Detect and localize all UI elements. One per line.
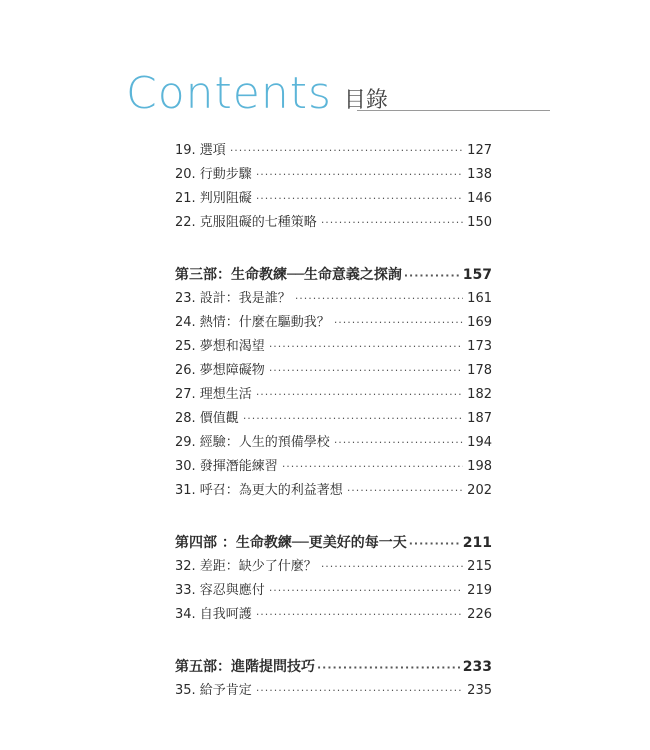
leader-dots	[269, 335, 463, 359]
toc-entry-page: 146	[467, 191, 492, 206]
toc-entry-title: 28. 價值觀	[175, 411, 239, 426]
toc-entry-page: 138	[467, 167, 492, 182]
toc-entry-title: 33. 容忍與應付	[175, 583, 265, 598]
leader-dots	[295, 287, 463, 311]
leader-dots	[347, 479, 463, 503]
toc-entry-title: 26. 夢想障礙物	[175, 363, 265, 378]
toc-entry-title: 22. 克服阻礙的七種策略	[175, 215, 317, 230]
toc-entry-title: 30. 發揮潛能練習	[175, 459, 278, 474]
leader-dots	[409, 532, 461, 556]
toc-entry-page: 178	[467, 363, 492, 378]
toc-entry	[175, 335, 492, 359]
leader-dots	[256, 383, 463, 407]
toc-part-page: 157	[462, 267, 492, 283]
toc-part-page: 211	[462, 535, 492, 551]
toc-entry	[175, 679, 492, 703]
toc-part-title: 第三部：生命教練──生命意義之探詢	[175, 267, 402, 283]
toc-entry-title: 29. 經驗：人生的預備學校	[175, 435, 330, 450]
leader-dots	[269, 359, 463, 383]
toc-group	[175, 655, 492, 703]
leader-dots	[256, 187, 463, 211]
leader-dots	[243, 407, 463, 431]
contents-title: Contents	[126, 68, 332, 119]
toc-entry	[175, 479, 492, 503]
leader-dots	[256, 163, 463, 187]
toc-entry-title: 31. 呼召：為更大的利益著想	[175, 483, 343, 498]
toc-group	[175, 263, 492, 503]
toc-entry-title: 35. 給予肯定	[175, 683, 252, 698]
toc-entry-page: 182	[467, 387, 492, 402]
toc-entry	[175, 139, 492, 163]
toc-entry-page: 161	[467, 291, 492, 306]
leader-dots	[334, 431, 463, 455]
toc-entry-title: 34. 自我呵護	[175, 607, 252, 622]
toc-entry-page: 169	[467, 315, 492, 330]
toc-part-heading	[175, 531, 492, 555]
toc-entry	[175, 187, 492, 211]
toc-entry	[175, 455, 492, 479]
toc-entry-title: 27. 理想生活	[175, 387, 252, 402]
toc-entry	[175, 211, 492, 235]
toc-group	[175, 531, 492, 627]
toc-entry-page: 235	[467, 683, 492, 698]
leader-dots	[269, 579, 463, 603]
leader-dots	[321, 555, 463, 579]
toc-entry	[175, 579, 492, 603]
toc-entry-title: 25. 夢想和渴望	[175, 339, 265, 354]
toc-entry-title: 23. 設計：我是誰？	[175, 291, 291, 306]
toc-entry-page: 127	[467, 143, 492, 158]
leader-dots	[317, 656, 461, 680]
toc-entry	[175, 359, 492, 383]
toc-entry	[175, 383, 492, 407]
toc-entry-page: 226	[467, 607, 492, 622]
toc-entry	[175, 431, 492, 455]
leader-dots	[256, 679, 463, 703]
toc-entry	[175, 603, 492, 627]
toc-group	[175, 139, 492, 235]
toc-entry	[175, 311, 492, 335]
toc-entry-title: 24. 熱情：什麼在驅動我？	[175, 315, 330, 330]
leader-dots	[282, 455, 463, 479]
header	[126, 68, 388, 119]
leader-dots	[256, 603, 463, 627]
header-divider	[357, 110, 550, 111]
toc-part-title: 第四部 ：生命教練──更美好的每一天	[175, 535, 407, 551]
toc-entry-page: 219	[467, 583, 492, 598]
toc-part-page: 233	[462, 659, 492, 675]
toc-entry	[175, 555, 492, 579]
contents-subtitle: 目錄	[343, 88, 388, 113]
toc-entry	[175, 407, 492, 431]
toc-entry-title: 20. 行動步驟	[175, 167, 252, 182]
toc-entry-title: 19. 選項	[175, 143, 226, 158]
toc-entry-title: 32. 差距：缺少了什麼？	[175, 559, 317, 574]
toc-entry-page: 215	[467, 559, 492, 574]
toc-entry-page: 194	[467, 435, 492, 450]
leader-dots	[321, 211, 463, 235]
toc-entry	[175, 163, 492, 187]
toc-entry	[175, 287, 492, 311]
toc-part-heading	[175, 263, 492, 287]
leader-dots	[334, 311, 463, 335]
table-of-contents	[175, 139, 492, 703]
toc-part-title: 第五部：進階提問技巧	[175, 659, 315, 675]
toc-entry-page: 173	[467, 339, 492, 354]
toc-entry-page: 198	[467, 459, 492, 474]
toc-entry-page: 202	[467, 483, 492, 498]
toc-part-heading	[175, 655, 492, 679]
leader-dots	[404, 264, 461, 288]
toc-entry-page: 150	[467, 215, 492, 230]
toc-entry-page: 187	[467, 411, 492, 426]
leader-dots	[230, 139, 463, 163]
toc-entry-title: 21. 判別阻礙	[175, 191, 252, 206]
